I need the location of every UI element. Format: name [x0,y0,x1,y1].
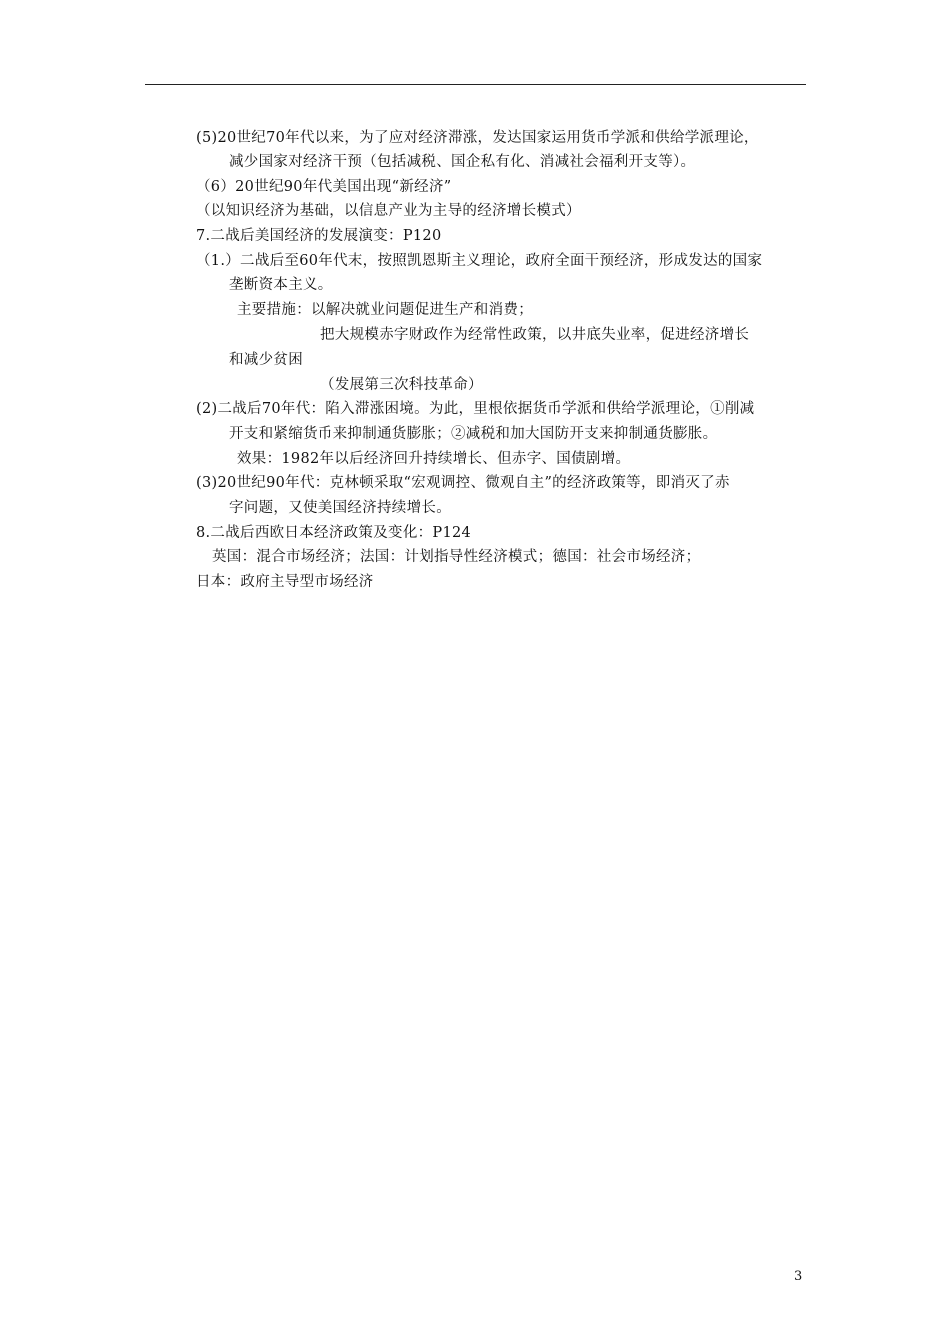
text-line: 字问题，又使美国经济持续增长。 [229,500,451,516]
section-heading: 8.二战后西欧日本经济政策及变化：P124 [196,525,472,541]
text-line: （发展第三次科技革命） [320,377,483,393]
text-line: 英国：混合市场经济；法国：计划指导性经济模式；德国：社会市场经济； [212,549,701,565]
text-line: （6）20世纪90年代美国出现“新经济” [196,179,452,195]
text-line: 日本：政府主导型市场经济 [196,574,374,590]
page-number: 3 [794,1269,803,1284]
text-line: 主要措施：以解决就业问题促进生产和消费； [237,302,533,318]
text-line: 把大规模赤字财政作为经常性政策，以井底失业率，促进经济增长 [320,327,750,343]
text-line: 和减少贫困 [229,352,303,368]
text-line: 开支和紧缩货币来抑制通货膨胀；②减税和加大国防开支来抑制通货膨胀。 [229,426,718,442]
text-line: 减少国家对经济干预（包括减税、国企私有化、消减社会福利开支等）。 [229,154,696,170]
header-rule [145,84,806,85]
text-line: （1.）二战后至60年代末，按照凯恩斯主义理论，政府全面干预经济，形成发达的国家 [196,253,763,269]
text-line: (3)20世纪90年代：克林顿采取“宏观调控、微观自主”的经济政策等，即消灭了赤 [196,475,730,491]
text-line: 效果：1982年以后经济回升持续增长、但赤字、国债剧增。 [237,451,631,467]
text-line: (5)20世纪70年代以来，为了应对经济滞涨，发达国家运用货币学派和供给学派理论， [196,130,759,146]
section-heading: 7.二战后美国经济的发展演变：P120 [196,228,442,244]
text-line: （以知识经济为基础，以信息产业为主导的经济增长模式） [196,203,581,219]
text-line: 垄断资本主义。 [229,277,333,293]
text-line: (2)二战后70年代：陷入滞涨困境。为此，里根依据货币学派和供给学派理论，①削减 [196,401,755,417]
